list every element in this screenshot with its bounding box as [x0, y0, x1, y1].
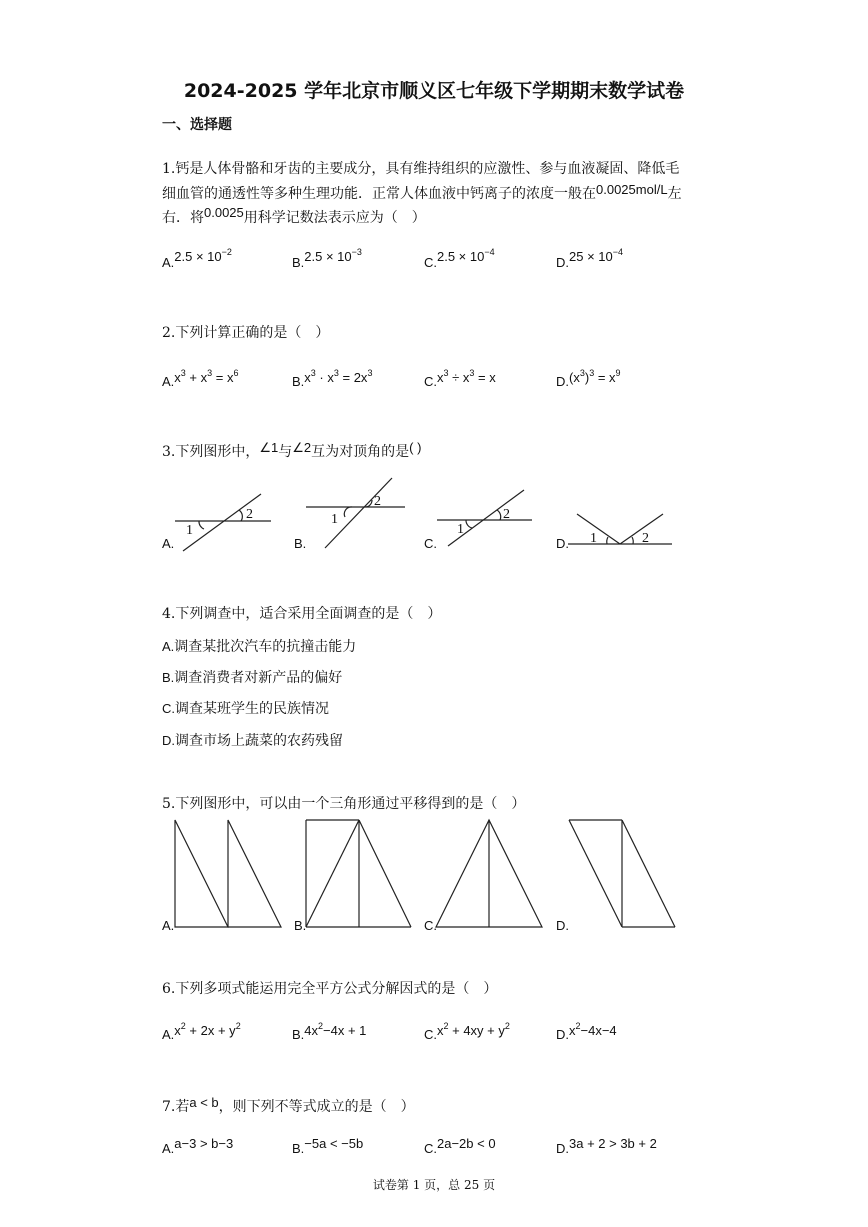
expr-part: = x — [474, 370, 496, 385]
expr-part: = 2x — [338, 370, 368, 385]
q7-option-c[interactable] — [424, 1136, 496, 1157]
exponent: 2 — [504, 1021, 510, 1031]
option-label: A. — [162, 918, 175, 933]
expr-part: + 4xy + y — [448, 1023, 505, 1038]
exponent: 3 — [333, 368, 339, 378]
q5-figure-b[interactable] — [306, 820, 411, 927]
q6-option-d[interactable] — [556, 1021, 617, 1043]
question-4-text: 4.下列调查中，适合采用全面调查的是（ ） — [162, 606, 442, 622]
option-expr: 3a + 2 > 3b + 2 — [569, 1136, 657, 1151]
option-expr: 2.5 × 10 — [304, 249, 352, 264]
option-label: C. — [424, 255, 437, 270]
option-label: D. — [556, 536, 569, 551]
option-expr: 2a−2b < 0 — [437, 1136, 496, 1151]
expr-part: x — [437, 370, 444, 385]
option-label: D. — [162, 733, 175, 748]
option-label: B. — [292, 255, 305, 270]
triangle — [175, 820, 228, 927]
q1-text: 右．将 — [162, 210, 204, 226]
question-2-text: 2.下列计算正确的是（ ） — [162, 325, 330, 341]
q3-angle-2: ∠2 — [292, 440, 312, 455]
exponent: 3 — [207, 368, 213, 378]
question-5-text: 5.下列图形中，可以由一个三角形通过平移得到的是（ ） — [162, 796, 526, 812]
expr-part: −4x + 1 — [323, 1023, 367, 1038]
option-label: A. — [162, 374, 175, 389]
option-expr: 2.5 × 10 — [437, 249, 485, 264]
option-label: D. — [556, 1141, 569, 1156]
q7-option-b[interactable] — [292, 1136, 364, 1157]
exponent: 6 — [233, 368, 239, 378]
mark-2: 2 — [246, 507, 253, 522]
exponent: 3 — [469, 368, 475, 378]
option-label: C. — [424, 1141, 437, 1156]
section-heading: 一、选择题 — [162, 117, 232, 133]
expr-part: + x — [185, 370, 208, 385]
expr-part: x — [174, 1023, 181, 1038]
option-label: A. — [162, 639, 175, 654]
expr-part: · x — [315, 370, 334, 385]
q7-option-d[interactable] — [556, 1136, 657, 1157]
q1-text: 细血管的通透性等多种生理功能．正常人体血液中钙离子的浓度一般在 — [162, 186, 596, 202]
q6-option-b[interactable] — [292, 1021, 367, 1043]
q7-text: 7.若 — [162, 1099, 190, 1115]
q1-text: 用科学记数法表示应为（ ） — [243, 210, 426, 226]
line — [306, 820, 359, 927]
option-label: A. — [162, 1141, 175, 1156]
page-footer: 试卷第 1 页，总 25 页 — [372, 1178, 496, 1192]
q1-concentration: 0.0025mol/L — [596, 182, 668, 197]
q1-number: 0.0025 — [204, 205, 244, 220]
option-label: B. — [294, 918, 307, 933]
option-label: D. — [556, 255, 569, 270]
mark-2: 2 — [642, 531, 649, 546]
mark-1: 1 — [186, 523, 193, 538]
expr-part: ) — [584, 370, 590, 385]
triangle — [228, 820, 281, 927]
option-label: B. — [162, 670, 175, 685]
option-exponent: −3 — [351, 247, 362, 257]
expr-part: −4x−4 — [580, 1023, 617, 1038]
q6-option-a[interactable] — [162, 1021, 241, 1043]
option-expr: 25 × 10 — [569, 249, 613, 264]
question-7-text — [162, 1096, 415, 1116]
option-expr: −5a < −5b — [304, 1136, 364, 1151]
page-title: 2024-2025 学年北京市顺义区七年级下学期期末数学试卷 — [183, 80, 685, 102]
q7-text: ，则下列不等式成立的是（ ） — [218, 1099, 415, 1115]
q3-angle-1: ∠1 — [259, 440, 279, 455]
option-label: A. — [162, 1027, 175, 1042]
q5-figure-c[interactable] — [436, 820, 542, 927]
exponent: 3 — [180, 368, 186, 378]
option-label: B. — [292, 1027, 305, 1042]
q7-option-a[interactable] — [162, 1136, 234, 1157]
expr-part: x — [174, 370, 181, 385]
exponent: 2 — [180, 1021, 186, 1031]
option-exponent: −4 — [612, 247, 624, 257]
mark-1: 1 — [331, 512, 338, 527]
option-label: C. — [162, 701, 175, 716]
option-label: B. — [292, 374, 305, 389]
option-label: C. — [424, 1027, 437, 1042]
exponent: 9 — [615, 368, 621, 378]
q1-text: 左 — [667, 186, 682, 202]
q3-text: 与 — [278, 444, 293, 460]
line — [359, 820, 411, 927]
option-exponent: −4 — [484, 247, 495, 257]
q3-text: 3.下列图形中， — [162, 444, 260, 460]
exponent: 2 — [318, 1021, 324, 1031]
option-expr: 2.5 × 10 — [174, 249, 222, 264]
option-label: D. — [556, 1027, 569, 1042]
line — [622, 820, 675, 927]
exponent: 2 — [235, 1021, 241, 1031]
option-label: D. — [556, 918, 569, 933]
option-label: D. — [556, 374, 569, 389]
q3-text: 互为对顶角的是 — [311, 444, 410, 460]
exponent: 3 — [579, 368, 585, 378]
option-text: 调查某批次汽车的抗撞击能力 — [174, 639, 357, 655]
q6-option-c[interactable] — [424, 1021, 510, 1043]
q5-figure-a[interactable] — [175, 820, 281, 927]
expr-part: x — [569, 1023, 576, 1038]
option-label: A. — [162, 536, 175, 551]
mark-2: 2 — [374, 494, 381, 509]
option-label: C. — [424, 374, 437, 389]
q7-condition: a < b — [189, 1095, 219, 1110]
expr-part: x — [304, 370, 311, 385]
option-label: B. — [294, 536, 307, 551]
exponent: 2 — [575, 1021, 581, 1031]
mark-1: 1 — [457, 522, 464, 537]
mark-2: 2 — [503, 507, 510, 522]
option-expr: a−3 > b−3 — [174, 1136, 234, 1151]
expr-part: = x — [594, 370, 616, 385]
expr-part: 4x — [304, 1023, 319, 1038]
option-label: B. — [292, 1141, 305, 1156]
mark-1: 1 — [590, 531, 597, 546]
option-exponent: −2 — [221, 247, 232, 257]
exponent: 3 — [310, 368, 316, 378]
exponent: 3 — [367, 368, 373, 378]
line — [569, 820, 622, 927]
q5-figure-d[interactable] — [569, 820, 675, 927]
option-text: 调查市场上蔬菜的农药残留 — [175, 733, 343, 749]
exponent: 2 — [443, 1021, 449, 1031]
option-text: 调查某班学生的民族情况 — [175, 701, 329, 717]
expr-part: x — [437, 1023, 444, 1038]
option-text: 调查消费者对新产品的偏好 — [174, 670, 343, 686]
expr-part: = x — [212, 370, 234, 385]
exponent: 3 — [443, 368, 449, 378]
question-6-text: 6.下列多项式能运用完全平方公式分解因式的是（ ） — [162, 981, 498, 997]
expr-part: ÷ x — [448, 370, 470, 385]
option-label: A. — [162, 255, 175, 270]
question-1-line-1: 1.钙是人体骨骼和牙齿的主要成分，具有维持组织的应激性、参与血液凝固、降低毛 — [162, 161, 680, 177]
expr-part: (x — [569, 370, 580, 385]
option-label: C. — [424, 918, 437, 933]
expr-part: + 2x + y — [185, 1023, 236, 1038]
option-label: C. — [424, 536, 437, 551]
q3-paren: ( ) — [409, 440, 422, 455]
exponent: 3 — [589, 368, 595, 378]
